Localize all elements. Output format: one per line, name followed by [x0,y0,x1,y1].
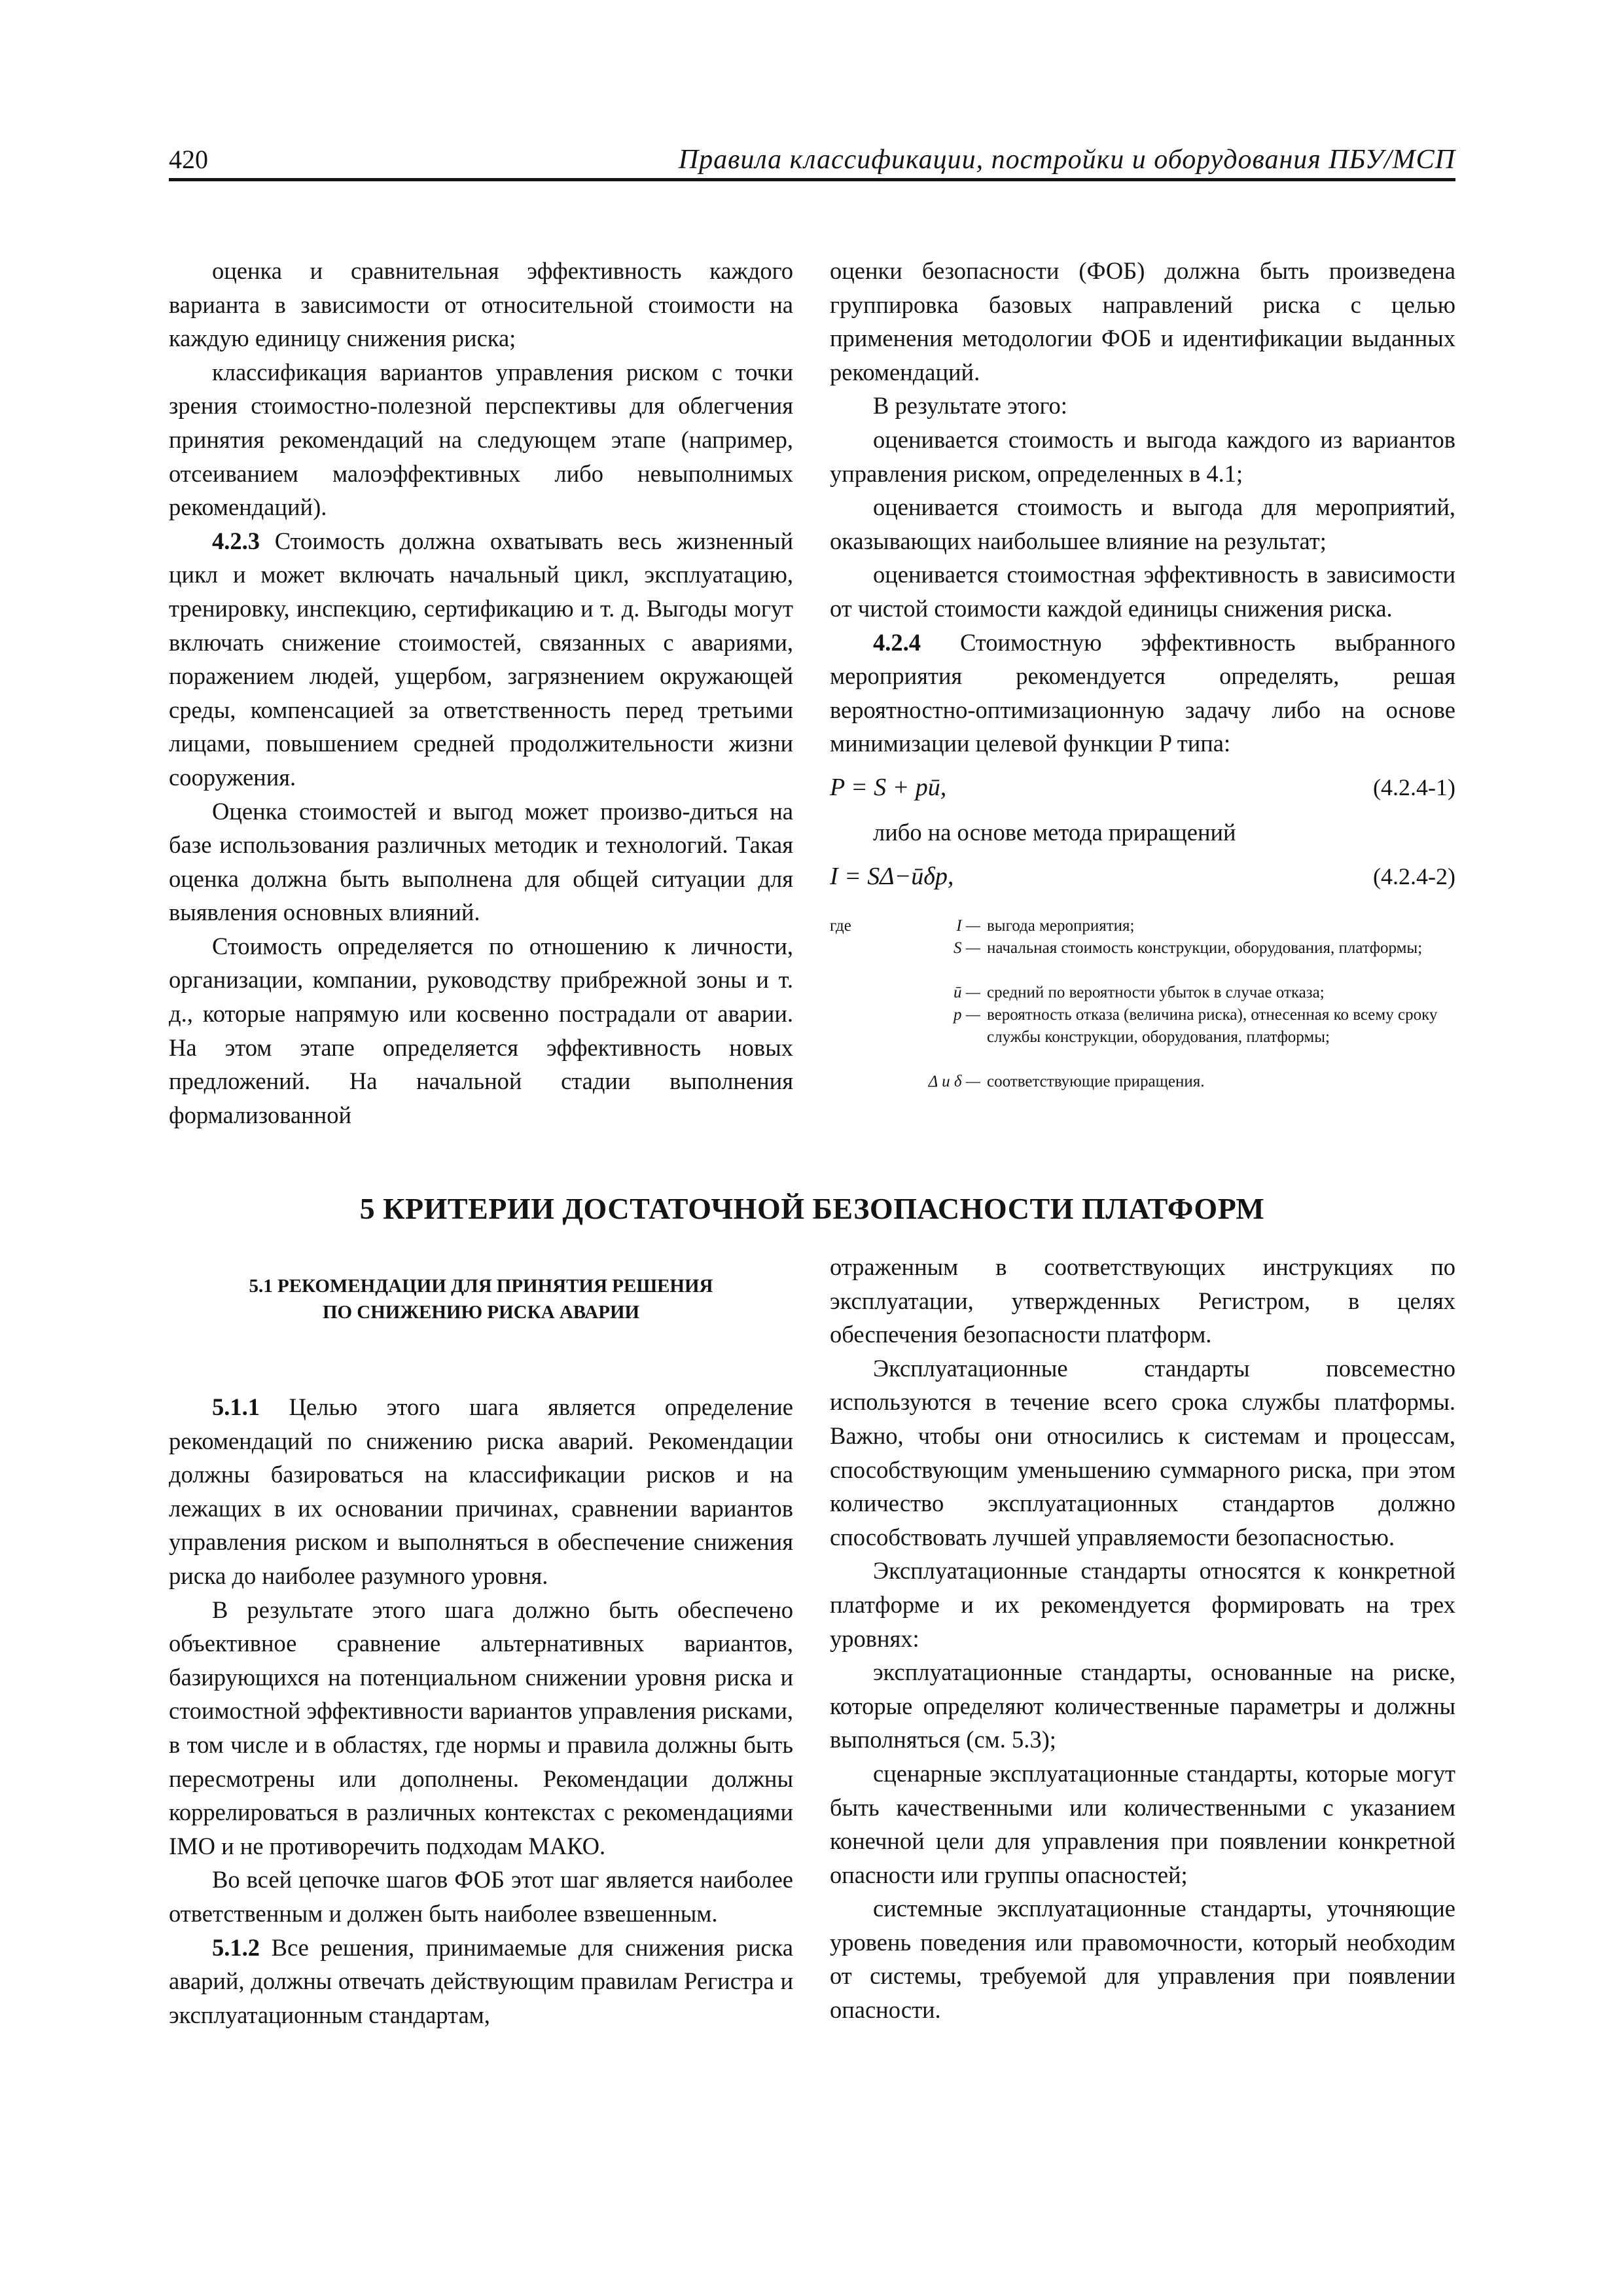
paragraph: 5.1.1 Целью этого шага является определение рекомендаций по снижению риска аварий. Рекомендации должны базироваться на классификации рисков и на лежащих в их основании причинах, сравнении вариантов управления риском и выполняться в обеспечение снижения риска до наиболее разумного уровня. [169,1393,793,1589]
paragraph: Во всей цепочке шагов ФОБ этот шаг является наиболее ответственным и должен быть наиболее взвешенным. [169,1866,793,1927]
paragraph: сценарные эксплуатационные стандарты, которые могут быть качественными или количественными с указанием конечной цели для управления при появлении конкретной опасности или группы опасностей; [830,1759,1455,1888]
equation-4-2-4-1 [830,761,1455,816]
equation-formula: I = SΔ−ūδp, [830,862,954,890]
section-title: 5 КРИТЕРИИ ДОСТАТОЧНОЙ БЕЗОПАСНОСТИ ПЛАТФОРМ [359,1192,1265,1225]
paragraph: оценивается стоимостная эффективность в зависимости от чистой стоимости каждой единицы снижения риска. [830,561,1455,622]
paragraph: отраженным в соответствующих инструкциях по эксплуатации, утвержденных Регистром, в целях обеспечения безопасности платформ. [830,1253,1455,1348]
clause-number: 4.2.3 [212,527,260,554]
page-header [169,141,1455,181]
paragraph: В результате этого шага должно быть обеспечено объективное сравнение альтернативных вариантов, базирующихся на потенциальном снижении уровня риска и стоимостной эффективности вариантов управления рисками, в том числе и в областях, где нормы и правила должны быть пересмотрены или дополнены. Рекомендации должны коррелироваться в различных контекстах с рекомендациями IMO и не противоречить подходам МАКО. [169,1596,793,1859]
equation-4-2-4-2 [830,850,1455,905]
paragraph: эксплуатационные стандарты, основанные на риске, которые определяют количественные параметры и должны выполняться (см. 5.3); [830,1659,1455,1753]
equation-formula: P = S + pū, [830,773,947,801]
header-rule [169,178,1455,181]
page-number: 420 [169,145,208,174]
paragraph: Эксплуатационные стандарты относятся к конкретной платформе и их рекомендуется формировать на трех уровнях: [830,1557,1455,1652]
equation-number: (4.2.4-2) [1373,863,1455,889]
paragraph: Оценка стоимостей и выгод может произво-диться на базе использования различных методик и технологий. Такая оценка должна быть выполнена для общей ситуации для выявления основных влияний. [169,797,793,926]
paragraph: системные эксплуатационные стандарты, уточняющие уровень поведения или правомочности, который необходим от системы, требуемой для управления при появлении опасности. [830,1895,1455,2024]
paragraph: либо на основе метода приращений [873,818,1236,846]
paragraph: классификация вариантов управления риском с точки зрения стоимостно-полезной перспективы для облегчения принятия рекомендаций на следующем этапе (например, отсеиванием малоэффективных либо невыполнимых рекомендаций). [169,358,793,521]
right-column-top [830,254,1455,1111]
left-column-bottom [169,1390,793,2032]
clause-number: 5.1.2 [212,1933,260,1961]
paragraph: В результате этого: [873,392,1067,420]
paragraph: оценка и сравнительная эффективность каждого варианта в зависимости от относительной стоимости на каждую единицу снижения риска; [169,257,793,352]
paragraph: 5.1.2 Все решения, принимаемые для снижения риска аварий, должны отвечать действующим правилам Регистра и эксплуатационным стандартам, [169,1933,793,2028]
running-title: Правила классификации, постройки и оборудования ПБУ/МСП [678,145,1455,175]
paragraph: Стоимость определяется по отношению к личности, организации, компании, руководству прибрежной зоны и т. д., которые напрямую или косвенно пострадали от аварии. На этом этапе определяется эффективность новых предложений. На начальной стадии выполнения формализованной [169,932,793,1128]
where-label: где [830,916,851,935]
paragraph: оценки безопасности (ФОБ) должна быть произведена группировка базовых направлений риска с целью применения методологии ФОБ и идентификации выданных рекомендаций. [830,257,1455,386]
symbol-legend: где I — выгода мероприятия; S — начальная стоимость конструкции, оборудования, платформы; ū — средний по вероятности убыток в случае отказа; p — вероятность отказа (величина риска), отнесенная ко всему сроку службы конструкции, оборудования, платформы; Δ и δ — соответствующие приращения. [830,915,1455,1111]
left-column-top [169,254,793,1132]
paragraph: Эксплуатационные стандарты повсеместно используются в течение всего срока службы платформы. Важно, чтобы они относились к системам и процессам, способствующим уменьшению суммарного риска, при этом количество эксплуатационных стандартов должно способствовать лучшей управляемости безопасностью. [830,1354,1455,1551]
clause-number: 4.2.4 [873,628,921,656]
paragraph: оценивается стоимость и выгода каждого из вариантов управления риском, определенных в 4.1; [830,425,1455,487]
equation-number: (4.2.4-1) [1373,774,1455,800]
right-column-bottom [830,1250,1455,2027]
paragraph: 4.2.4 Стоимостную эффективность выбранного мероприятия рекомендуется определять, решая вероятностно-оптимизационную задачу либо на основе минимизации целевой функции P типа: [830,628,1455,757]
clause-number: 5.1.1 [212,1393,260,1420]
paragraph: 4.2.3 Стоимость должна охватывать весь жизненный цикл и может включать начальный цикл, эксплуатацию, тренировку, инспекцию, сертификацию и т. д. Выгоды могут включать снижение стоимостей, связанных с авариями, поражением людей, ущербом, загрязнением окружающей среды, компенсацией за ответственность перед третьими лицами, повышением средней продолжительности жизни сооружения. [169,527,793,791]
subsection-title: 5.1 РЕКОМЕНДАЦИИ ДЛЯ ПРИНЯТИЯ РЕШЕНИЯ ПО СНИЖЕНИЮ РИСКА АВАРИИ [249,1276,713,1323]
paragraph: оценивается стоимость и выгода для мероприятий, оказывающих наибольшее влияние на результат; [830,493,1455,554]
